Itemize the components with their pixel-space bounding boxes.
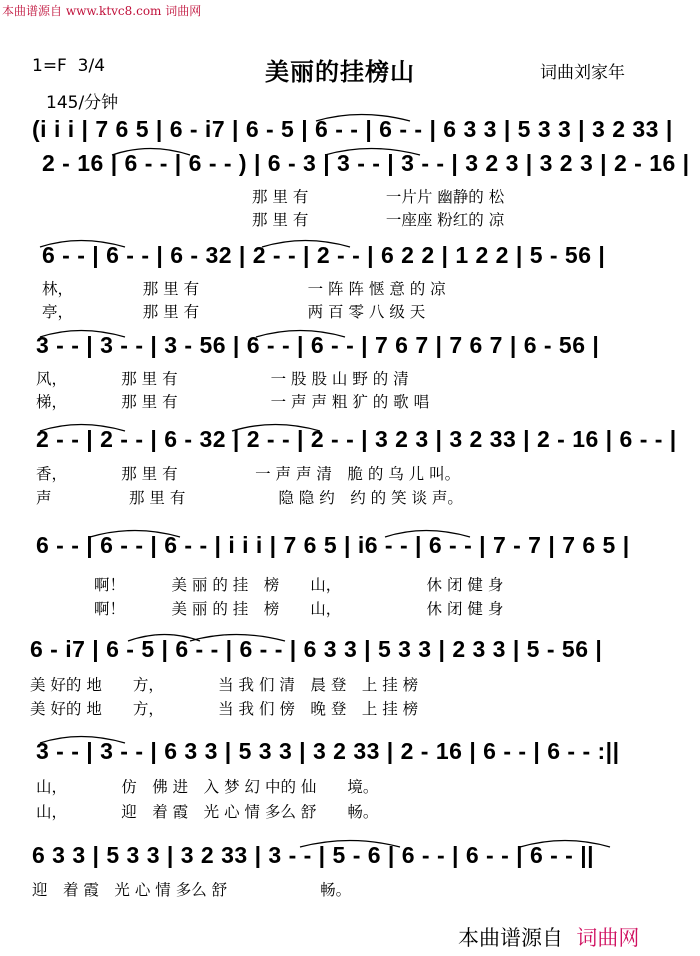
slur-15 (300, 841, 400, 848)
lyric-row-4-verse-1: 风， 那 里 有 一 股 股 山 野 的 清 (36, 370, 409, 388)
notation-row-4: 3 - - | 3 - - | 3 - 56 | 6 - - | 6 - - | 7 6 7 | 7 6 7 | 6 - 56 | (36, 332, 600, 358)
notation-row-5: 2 - - | 2 - - | 6 - 32 | 2 - - | 2 - - | 3 2 3 | 3 2 33 | 2 - 16 | 6 - - | (36, 426, 677, 452)
slur-1 (316, 115, 410, 122)
slur-5 (262, 241, 350, 248)
lyric-row-3-verse-1: 林， 那 里 有 一 阵 阵 惬 意 的 凉 (42, 280, 446, 298)
notation-row-2: 2 - 16 | 6 - - | 6 - - ) | 6 - 3 | 3 - - | 3 - - | 3 2 3 | 3 2 3 | 2 - 16 | (42, 150, 690, 176)
slur-2 (112, 149, 190, 156)
slur-3 (325, 149, 420, 156)
tempo: 145/分钟 (46, 93, 119, 113)
footer (458, 922, 639, 952)
notation-row-6: 6 - - | 6 - - | 6 - - | i i i | 7 6 5 | i6 - - | 6 - - | 7 - 7 | 7 6 5 | (36, 532, 630, 558)
slur-14 (40, 737, 125, 744)
meter: 3/4 (77, 56, 106, 76)
slur-16 (520, 841, 610, 848)
watermark-site-name: 本曲谱源自 (2, 4, 63, 18)
footer-site[interactable]: 词曲网 (576, 926, 640, 950)
key: 1=F (32, 56, 67, 76)
notation-row-8: 3 - - | 3 - - | 6 3 3 | 5 3 3 | 3 2 33 | 2 - 16 | 6 - - | 6 - - :|| (36, 738, 620, 764)
lyric-row-2-verse-1: 那 里 有 一片片 幽静的 松 (252, 188, 505, 206)
lyric-row-6-verse-1: 啊！ 美 丽 的 挂 榜 山， 休 闭 健 身 (94, 576, 504, 594)
lyric-row-5-verse-1: 香， 那 里 有 一 声 声 清 脆 的 乌 儿 叫。 (36, 465, 461, 483)
slur-6 (40, 331, 125, 338)
lyric-row-2-verse-2: 那 里 有 一座座 粉红的 凉 (252, 211, 505, 229)
watermark-url[interactable]: www.ktvc8.com (65, 4, 162, 18)
lyric-row-3-verse-2: 亭， 那 里 有 两 百 零 八 级 天 (42, 303, 426, 321)
notation-row-1: (i i i | 7 6 5 | 6 - i7 | 6 - 5 | 6 - - | 6 - - | 6 3 3 | 5 3 3 | 3 2 33 | (32, 116, 673, 142)
slur-12 (128, 635, 200, 642)
lyric-row-8-verse-2: 山， 迎 着 霞 光 心 情 多么 舒 畅。 (36, 803, 379, 821)
lyric-row-5-verse-2: 声 那 里 有 隐 隐 约 约 的 笑 谈 声。 (36, 489, 463, 507)
lyric-row-6-verse-2: 啊！ 美 丽 的 挂 榜 山， 休 闭 健 身 (94, 600, 504, 618)
slur-7 (256, 331, 345, 338)
lyric-row-4-verse-2: 梯， 那 里 有 一 声 声 粗 犷 的 歌 唱 (36, 393, 430, 411)
lyric-row-8-verse-1: 山， 仿 佛 进 入 梦 幻 中的 仙 境。 (36, 778, 379, 796)
footer-text: 本曲谱源自 (458, 926, 563, 950)
slur-11 (385, 531, 470, 538)
slur-13 (190, 635, 285, 642)
notation-row-3: 6 - - | 6 - - | 6 - 32 | 2 - - | 2 - - | 6 2 2 | 1 2 2 | 5 - 56 | (42, 242, 606, 268)
slur-8 (40, 425, 125, 432)
credit: 词曲刘家年 (540, 63, 625, 83)
lyric-row-9-verse-1: 迎 着 霞 光 心 情 多么 舒 畅。 (32, 881, 352, 899)
slur-4 (40, 241, 125, 248)
lyric-row-7-verse-1: 美 好的 地 方， 当 我 们 清 晨 登 上 挂 榜 (30, 676, 419, 694)
page-title: 美丽的挂榜山 (265, 58, 415, 86)
lyric-row-7-verse-2: 美 好的 地 方， 当 我 们 傍 晚 登 上 挂 榜 (30, 700, 419, 718)
slur-9 (232, 425, 320, 432)
notation-row-7: 6 - i7 | 6 - 5 | 6 - - | 6 - - | 6 3 3 | 5 3 3 | 2 3 3 | 5 - 56 | (30, 636, 603, 662)
watermark-suffix: 词曲网 (165, 4, 202, 18)
notation-row-9: 6 3 3 | 5 3 3 | 3 2 33 | 3 - - | 5 - 6 | 6 - - | 6 - - | 6 - - || (32, 842, 595, 868)
slur-10 (90, 531, 180, 538)
